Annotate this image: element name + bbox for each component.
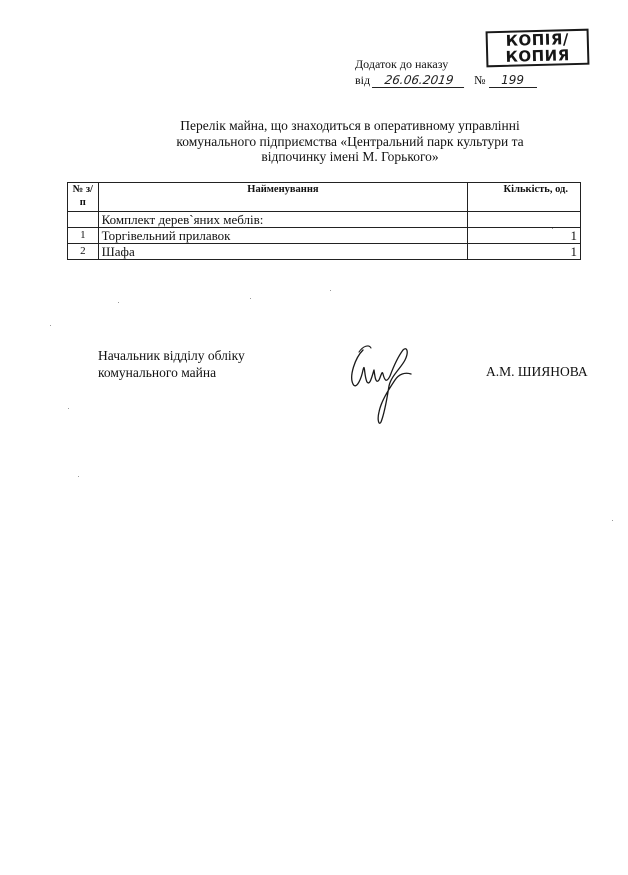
signer-name: А.М. ШИЯНОВА (486, 364, 588, 379)
header-quantity: Кількість, од. (468, 183, 581, 212)
scan-speck (68, 408, 69, 409)
header-number: № з/п (68, 183, 99, 212)
title-line-3: відпочинку імені М. Горького» (261, 149, 439, 164)
title-line-2: комунального підприємства «Центральний парк культури та (176, 133, 524, 149)
cell-quantity: 1 (468, 244, 581, 260)
cell-quantity: 1 (468, 228, 581, 244)
handwritten-number: 199 (489, 73, 537, 88)
property-table (67, 182, 581, 260)
cell-number: 1 (68, 228, 99, 244)
table-row (68, 244, 581, 260)
table-group-row (68, 212, 581, 228)
handwritten-date: 26.06.2019 (372, 73, 466, 88)
table-header-row (68, 183, 581, 212)
handwritten-signature (345, 336, 425, 426)
scan-speck (330, 290, 331, 291)
appendix-title: Додаток до наказу (355, 57, 449, 71)
number-prefix: № (474, 73, 486, 87)
document-title (130, 118, 570, 165)
scan-speck (50, 325, 51, 326)
cell-number: 2 (68, 244, 99, 260)
date-prefix: від (355, 73, 371, 87)
cell-number (68, 212, 99, 228)
cell-name: Комплект дерев`яних меблів: (98, 212, 468, 228)
cell-quantity (468, 212, 581, 228)
cell-name: Шафа (98, 244, 468, 260)
position-line-1: Начальник відділу обліку (98, 348, 245, 363)
title-line-1: Перелік майна, що знаходиться в оперативному управлінні (180, 118, 520, 133)
position-line-2: комунального майна (98, 365, 217, 380)
cell-name: Торгівельний прилавок (98, 228, 468, 244)
header-name: Найменування (98, 183, 468, 212)
scan-speck (78, 476, 79, 477)
stamp-line-1: КОПІЯ/ (505, 30, 570, 50)
stamp-line-2: КОПИЯ (505, 46, 571, 66)
scan-speck (612, 520, 613, 521)
signer-position (98, 347, 245, 381)
appendix-date-number (355, 73, 537, 88)
scan-speck (118, 302, 119, 303)
scan-speck (250, 298, 251, 299)
table-row (68, 228, 581, 244)
scan-speck (552, 228, 553, 229)
copy-stamp (486, 29, 590, 68)
